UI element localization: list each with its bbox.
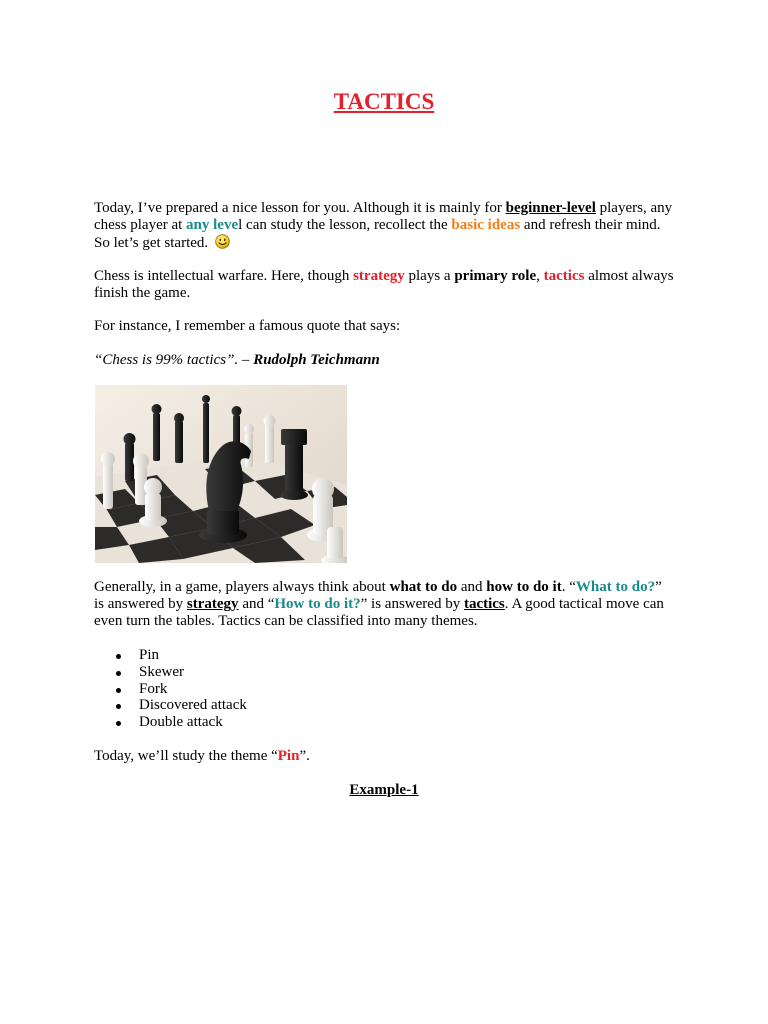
list-item: Skewer — [94, 664, 247, 681]
p4-text-3: . “ — [561, 579, 576, 595]
intro-text-1: Today, I’ve prepared a nice lesson for you. Although it is mainly for — [94, 200, 506, 216]
intro-text-3: l can study the lesson, recollect the — [238, 216, 452, 233]
instance-paragraph: For instance, I remember a famous quote that says: — [94, 318, 401, 334]
quote-paragraph — [94, 352, 674, 369]
p2-text-2: plays a — [404, 268, 455, 284]
warfare-paragraph — [94, 268, 674, 302]
bullet-icon — [116, 721, 121, 726]
quote-text: “Chess is 99% tactics”. – — [94, 352, 254, 368]
quote-author: Rudolph Teichmann — [253, 352, 380, 368]
intro-paragraph — [94, 200, 674, 251]
any-level-highlight: any leve — [186, 216, 239, 233]
bullet-icon — [116, 704, 121, 709]
p2-text-4: almost always finish the game. — [94, 268, 674, 301]
what-to-do-question: What to do? — [575, 579, 656, 595]
intro-text-2: players, any chess player at — [94, 200, 673, 233]
p2-text-3: , — [536, 268, 544, 284]
bullet-icon — [116, 671, 121, 676]
beginner-level-highlight: beginner-level — [505, 200, 596, 216]
p4-text-5: and “ — [238, 595, 275, 612]
pin-highlight: Pin — [277, 748, 300, 764]
page-title: TACTICS — [333, 89, 435, 114]
intro-text-4: and refresh their mind. So let’s get started. — [94, 216, 661, 251]
list-item: Double attack — [94, 714, 247, 731]
p4-text-1: Generally, in a game, players always think about — [94, 579, 390, 595]
p4-text-7: . A good tactical move can even turn the tables. Tactics can be classified into many themes. — [94, 595, 664, 629]
list-item: Discovered attack — [94, 697, 247, 714]
how-to-do-it-question: How to do it? — [274, 595, 361, 612]
p4-text-6: ” is answered by — [360, 595, 464, 612]
chess-pieces-photo — [95, 385, 347, 563]
strategy-underlined: strategy — [186, 595, 239, 612]
theme-pin-paragraph — [94, 748, 674, 765]
basic-ideas-highlight: basic ideas — [451, 216, 521, 233]
strategy-highlight: strategy — [353, 268, 405, 284]
list-item: Pin — [94, 647, 247, 664]
p4-text-2: and — [457, 579, 487, 595]
p2-text-1: Chess is intellectual warfare. Here, though — [94, 268, 354, 284]
list-item: Fork — [94, 681, 247, 698]
bullet-icon — [116, 654, 121, 659]
tactics-highlight: tactics — [543, 268, 585, 284]
p5-text-2: ”. — [299, 748, 310, 764]
what-to-do-highlight: what to do — [389, 579, 458, 595]
generally-paragraph — [94, 579, 674, 629]
p5-text-1: Today, we’ll study the theme “ — [94, 748, 278, 764]
p4-text-4: ” is answered by — [94, 579, 662, 612]
example-heading: Example-1 — [349, 782, 419, 798]
primary-role-highlight: primary role — [454, 268, 537, 284]
tactics-underlined: tactics — [463, 595, 505, 612]
bullet-icon — [116, 688, 121, 693]
how-to-do-it-highlight: how to do it — [486, 579, 562, 595]
smiley-face-icon — [215, 234, 230, 249]
themes-list — [94, 647, 247, 731]
